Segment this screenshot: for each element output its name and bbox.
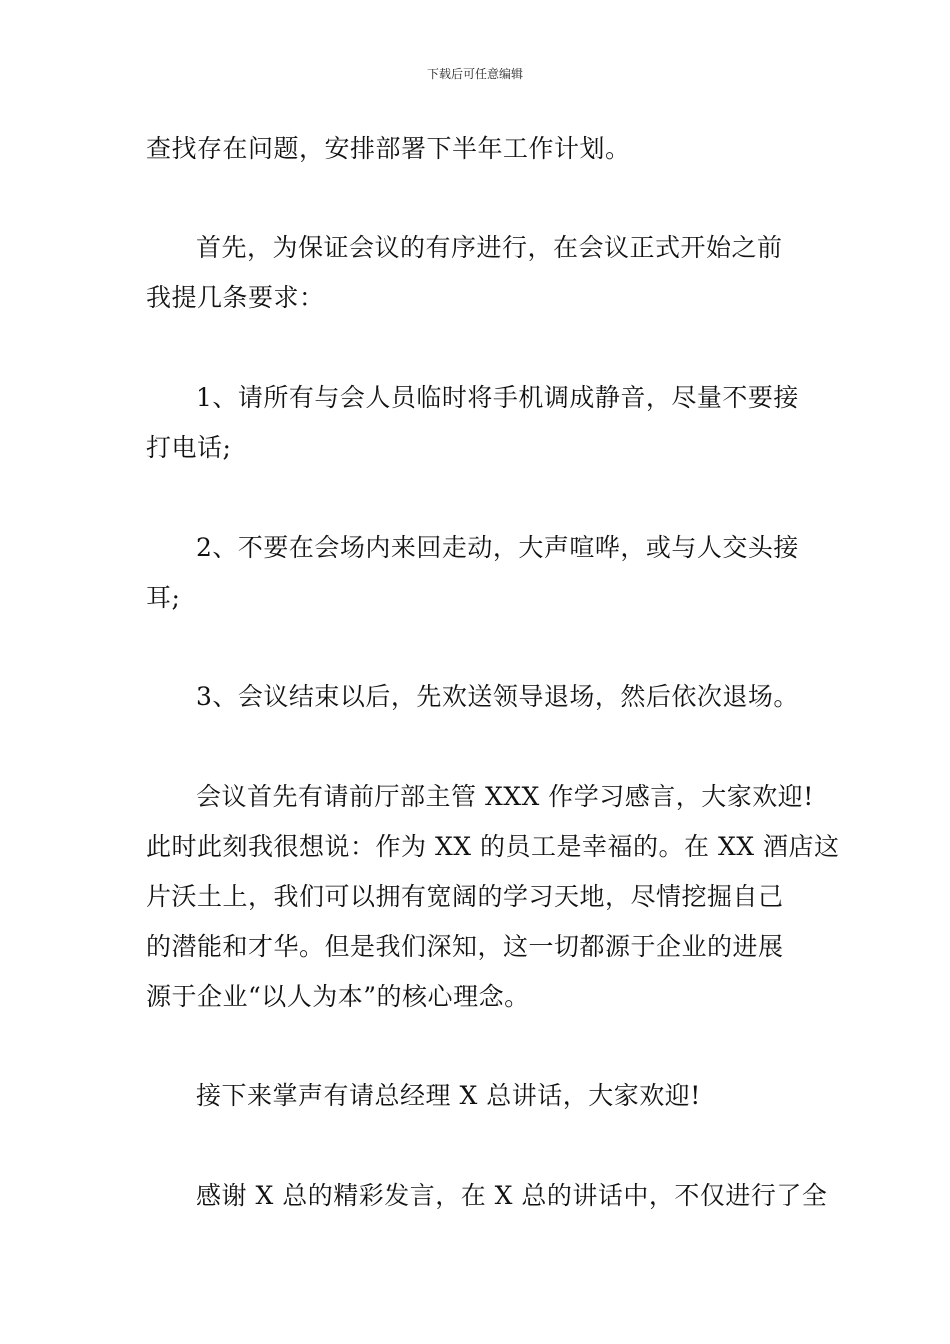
list-item-1-line: 1、请所有与会人员临时将手机调成静音，尽量不要接 — [196, 383, 799, 412]
paragraph-line: 感谢 X 总的精彩发言，在 X 总的讲话中，不仅进行了全 — [196, 1181, 828, 1210]
paragraph-line: 此时此刻我很想说：作为 XX 的员工是幸福的。在 XX 酒店这 — [146, 832, 840, 861]
paragraph-line: 源于企业“以人为本”的核心理念。 — [146, 982, 530, 1011]
list-item-2-line: 耳; — [146, 583, 181, 612]
list-item-3-line: 3、会议结束以后，先欢送领导退场，然后依次退场。 — [196, 682, 799, 711]
list-item-2-line: 2、不要在会场内来回走动，大声喧哗，或与人交头接 — [196, 533, 799, 562]
paragraph-line: 首先，为保证会议的有序进行，在会议正式开始之前 — [196, 233, 783, 262]
paragraph-line: 接下来掌声有请总经理 X 总讲话，大家欢迎! — [196, 1081, 701, 1110]
paragraph-line: 查找存在问题，安排部署下半年工作计划。 — [146, 134, 631, 163]
paragraph-line: 我提几条要求： — [146, 283, 325, 312]
paragraph-line: 会议首先有请前厅部主管 XXX 作学习感言，大家欢迎! — [196, 782, 814, 811]
paragraph-line: 片沃土上，我们可以拥有宽阔的学习天地，尽情挖掘自己 — [146, 882, 784, 911]
paragraph-line: 的潜能和才华。但是我们深知，这一切都源于企业的进展 — [146, 932, 784, 961]
page-header: 下载后可任意编辑 — [426, 67, 523, 81]
list-item-1-line: 打电话; — [146, 433, 232, 462]
